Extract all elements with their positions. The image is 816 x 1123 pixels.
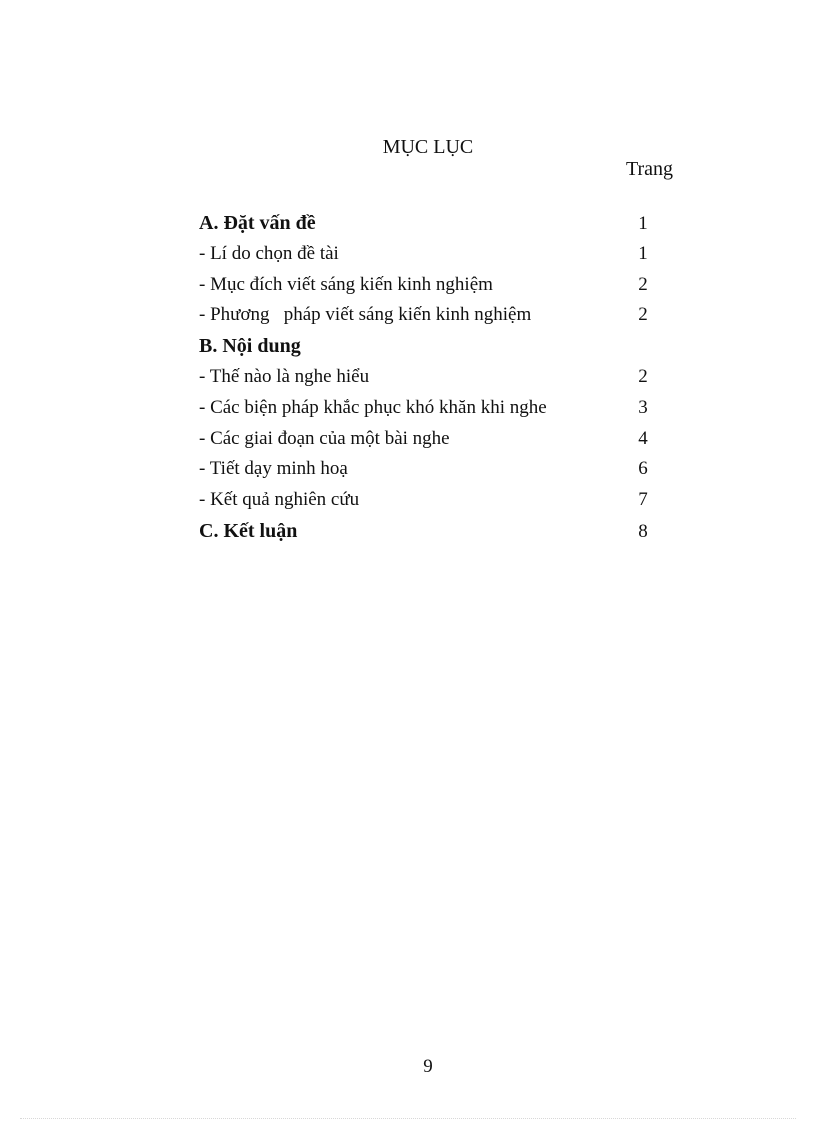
toc-label: - Kết quả nghiên cứu [199, 489, 360, 511]
toc-item [199, 239, 659, 270]
toc-page-number: 1 [638, 213, 648, 234]
toc-label: - Phương pháp viết sáng kiến kinh nghiệm [199, 304, 532, 326]
toc-page-number: 1 [638, 242, 648, 264]
toc-label: C. Kết luận [199, 519, 298, 542]
toc-page-number: 3 [638, 396, 648, 418]
toc-item [199, 454, 659, 485]
toc-item [199, 362, 659, 393]
toc-label: - Các biện pháp khắc phục khó khăn khi nghe [199, 396, 547, 418]
toc-label: - Mục đích viết sáng kiến kinh nghiệm [199, 273, 493, 295]
toc-label: A. Đặt vấn đề [199, 212, 316, 234]
toc-item [199, 424, 659, 455]
toc-label: B. Nội dung [199, 335, 301, 358]
table-of-contents [199, 208, 659, 547]
toc-label: - Lí do chọn đề tài [199, 242, 339, 264]
toc-page-number: 7 [638, 489, 648, 511]
toc-page-number: 2 [638, 365, 648, 387]
toc-label: - Tiết dạy minh hoạ [199, 458, 348, 480]
toc-label: - Thế nào là nghe hiểu [199, 365, 370, 387]
page-column-header: Trang [626, 158, 674, 180]
toc-page-number: 6 [638, 458, 648, 480]
page-bottom-divider [20, 1118, 796, 1119]
page-number: 9 [423, 1056, 433, 1077]
toc-item [199, 270, 659, 301]
page-title: MỤC LỤC [382, 136, 474, 158]
toc-page-number: 4 [638, 427, 648, 449]
toc-item [199, 485, 659, 516]
toc-page-number: 8 [638, 520, 648, 542]
toc-page-number: 2 [638, 273, 648, 295]
toc-section-b [199, 331, 659, 362]
toc-label: - Các giai đoạn của một bài nghe [199, 427, 450, 449]
toc-section-a [199, 208, 659, 239]
toc-section-c [199, 516, 659, 547]
toc-page-number: 2 [638, 304, 648, 326]
toc-item [199, 300, 659, 331]
toc-item [199, 393, 659, 424]
